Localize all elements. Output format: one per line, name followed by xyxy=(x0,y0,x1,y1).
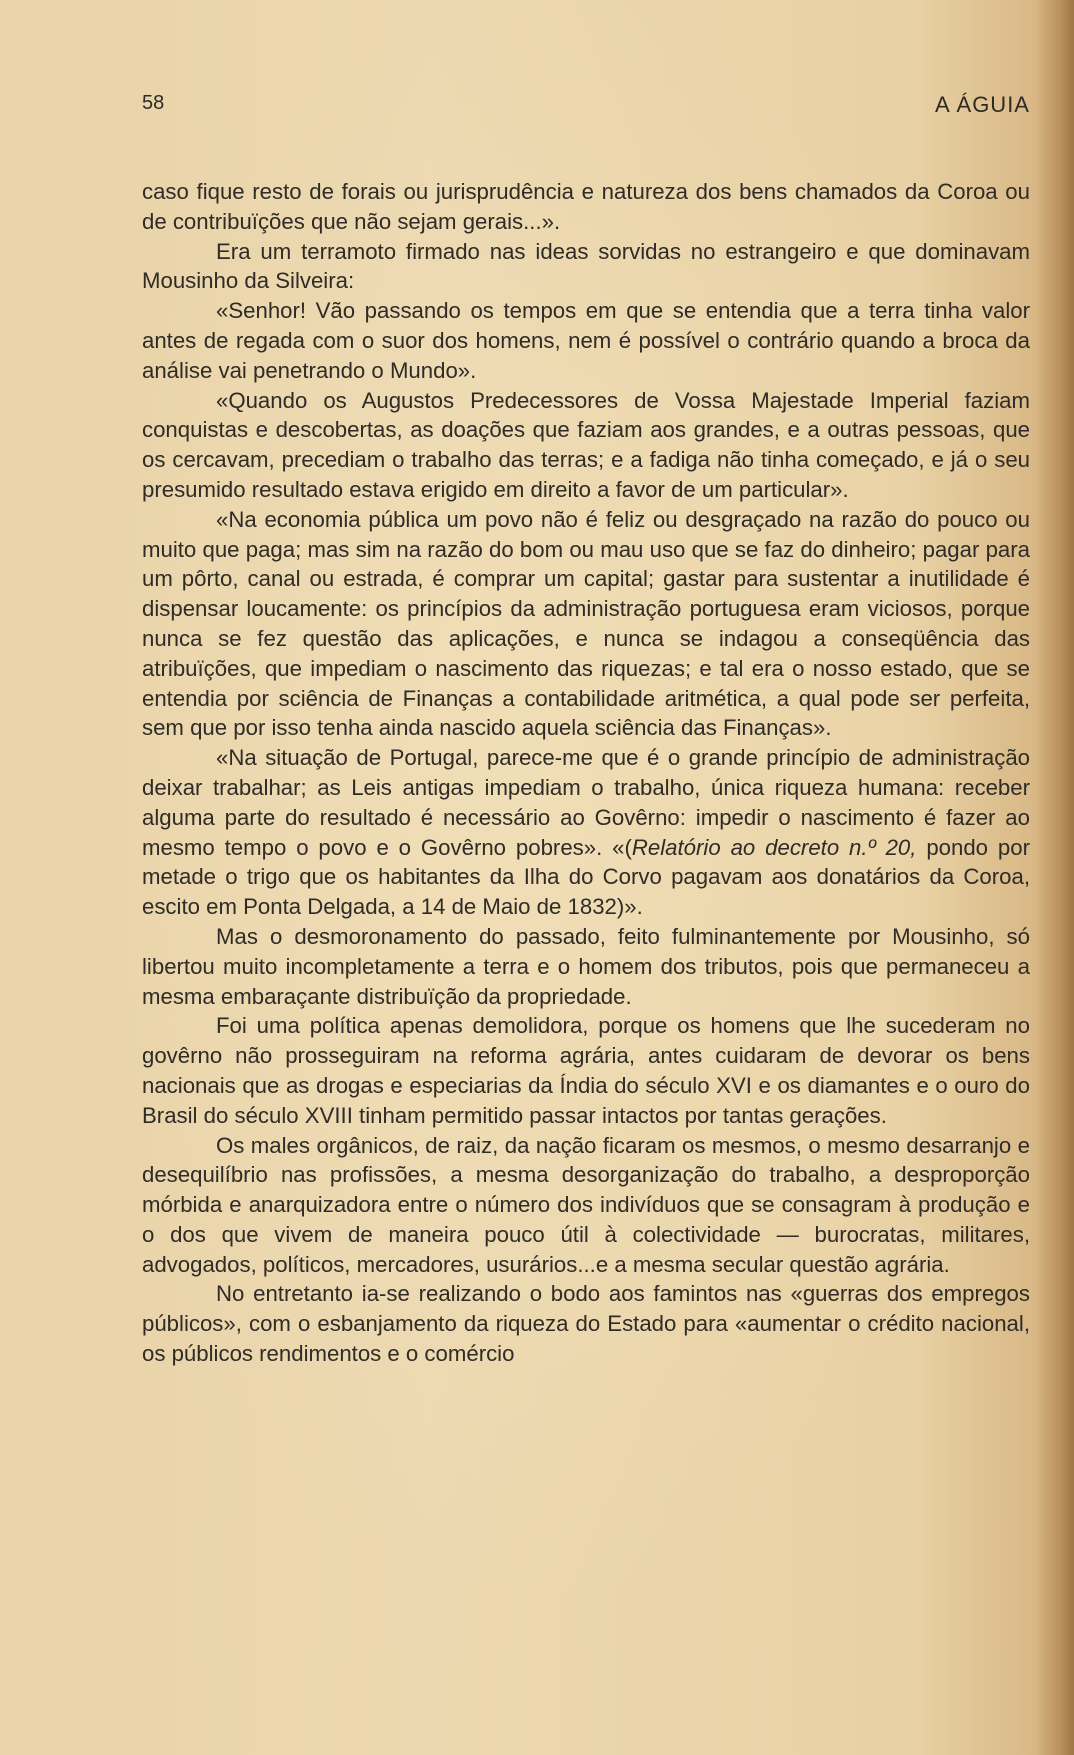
paragraph-6-italic-citation: Relatório ao decreto n.º 20, xyxy=(631,834,917,860)
paragraph-8: Foi uma política apenas demolidora, porque os homens que lhe sucederam no govêrno não prosseguiram na reforma agrária, antes cuidaram de devorar os bens nacionais que as drogas e especiarias da Índia do século XVI e os diamantes e o ouro do Brasil do século XVIII tinham permitido passar intactos por tantas gerações. xyxy=(142,1013,1030,1128)
paragraph-9: Os males orgânicos, de raiz, da nação ficaram os mesmos, o mesmo desarranjo e desequilíbrio nas profissões, a mesma desorganização do trabalho, a desproporção mórbida e anarquizadora entre o número dos indivíduos que se consagram à produção e o dos que vivem de maneira pouco útil à colectividade — burocratas, militares, advogados, políticos, mercadores, usurários...e a mesma secular questão agrária. xyxy=(142,1132,1030,1277)
page-edge-shadow xyxy=(1036,0,1074,1755)
paragraph-6-text: «Na situação de Portugal, parece-me que é o grande princípio de administração deixar trabalhar; as Leis antigas impediam o trabalho, única riqueza humana: receber alguma parte do resultado é necessário ao Govêrno: impedir o nascimento é fazer ao mesmo tempo o povo e o Govêrno pobres». «( xyxy=(142,745,1030,860)
page-number: 58 xyxy=(142,92,165,114)
running-header xyxy=(142,92,1030,122)
paragraph-4: «Quando os Augustos Predecessores de Vossa Majestade Imperial faziam conquistas e descobertas, as doações que faziam aos grandes, e a outras pessoas, que os cercavam, precediam o trabalho das terras; e a fadiga não tinha começado, e já o seu presumido resultado estava erigido em direito a favor de um particular». xyxy=(142,387,1030,502)
paragraph-10: No entretanto ia-se realizando o bodo aos famintos nas «guerras dos empregos públicos», com o esbanjamento da riqueza do Estado para «aumentar o crédito nacional, os públicos rendimentos e o comércio xyxy=(142,1281,1030,1367)
paragraph-1: caso fique resto de forais ou jurisprudência e natureza dos bens chamados da Coroa ou de contribuïções que não sejam gerais...». xyxy=(142,179,1030,234)
paragraph-2: Era um terramoto firmado nas ideas sorvidas no estrangeiro e que dominavam Mousinho da Silveira: xyxy=(142,238,1030,294)
paragraph-6-text-end: pondo por metade o trigo que os habitantes da Ilha do Corvo pagavam aos donatários da Coroa, escito em Ponta Delgada, a 14 de Maio de 1832)». xyxy=(142,834,1030,920)
paragraph-5: «Na economia pública um povo não é feliz ou desgraçado na razão do pouco ou muito que paga; mas sim na razão do bom ou mau uso que se faz do dinheiro; pagar para um pôrto, canal ou estrada, é comprar um capital; gastar para sustentar a inutilidade é dispensar loucamente: os princípios da administração portuguesa eram viciosos, porque nunca se fez questão das aplicações, e nunca se indagou a conseqüência das atribuïções, que impediam o nascimento das riquezas; e tal era o nosso estado, que se entendia por sciência de Finanças a contabilidade aritmética, a qual pode ser perfeita, sem que por isso tenha ainda nascido aquela sciência das Finanças». xyxy=(142,506,1030,741)
paragraph-7: Mas o desmoronamento do passado, feito fulminantemente por Mousinho, só libertou muito incompletamente a terra e o homem dos tributos, pois que permaneceu a mesma embaraçante distribuïção da propriedade. xyxy=(142,923,1030,1009)
paragraph-3: «Senhor! Vão passando os tempos em que se entendia que a terra tinha valor antes de regada com o suor dos homens, nem é possível o contrário quando a broca da análise vai penetrando o Mundo». xyxy=(142,298,1030,383)
body-text xyxy=(142,177,1030,1369)
journal-title: A ÁGUIA xyxy=(934,92,1030,117)
paragraph-6 xyxy=(142,743,1030,922)
